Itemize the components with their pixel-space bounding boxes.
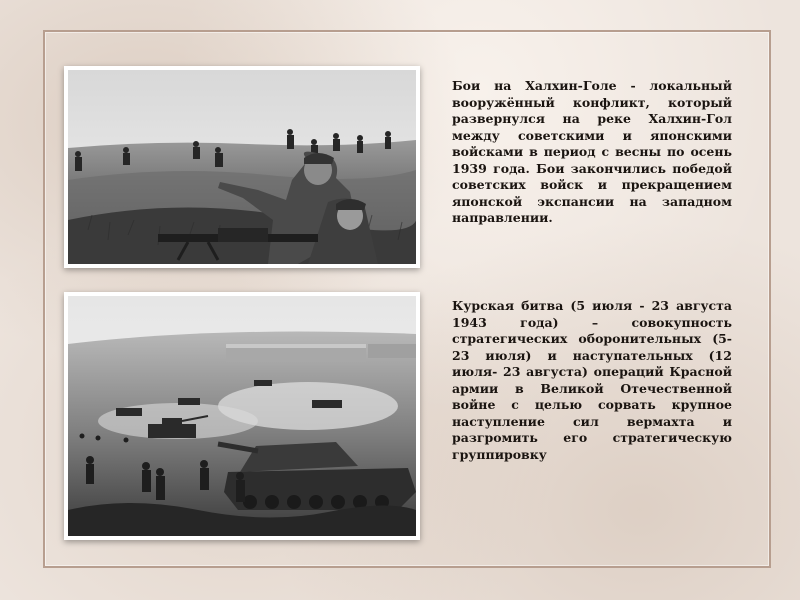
khalkhin-gol-image bbox=[68, 70, 416, 264]
khalkhin-gol-paragraph: Бои на Халхин-Голе - локальный вооружённый конфликт, который развернулся на реке Халхин-Гол между советскими и японскими войсками в период с весны по осень 1939 года. Бои закончились победой советских войск и прекращением японской экспансии на западном направлении. bbox=[452, 78, 732, 225]
kursk-battle-image bbox=[68, 296, 416, 536]
kursk-battle-paragraph: Курская битва (5 июля - 23 августа 1943 года) – совокупность стратегических оборонительных (5-23 июля) и наступательных (12 июля- 23 августа) операций Красной армии в Великой Отечественной войне с целью сорвать крупное наступление сил вермахта и разгромить его стратегическую группировку bbox=[452, 298, 732, 462]
khalkhin-gol-photo bbox=[64, 66, 420, 268]
kursk-battle-photo bbox=[64, 292, 420, 540]
